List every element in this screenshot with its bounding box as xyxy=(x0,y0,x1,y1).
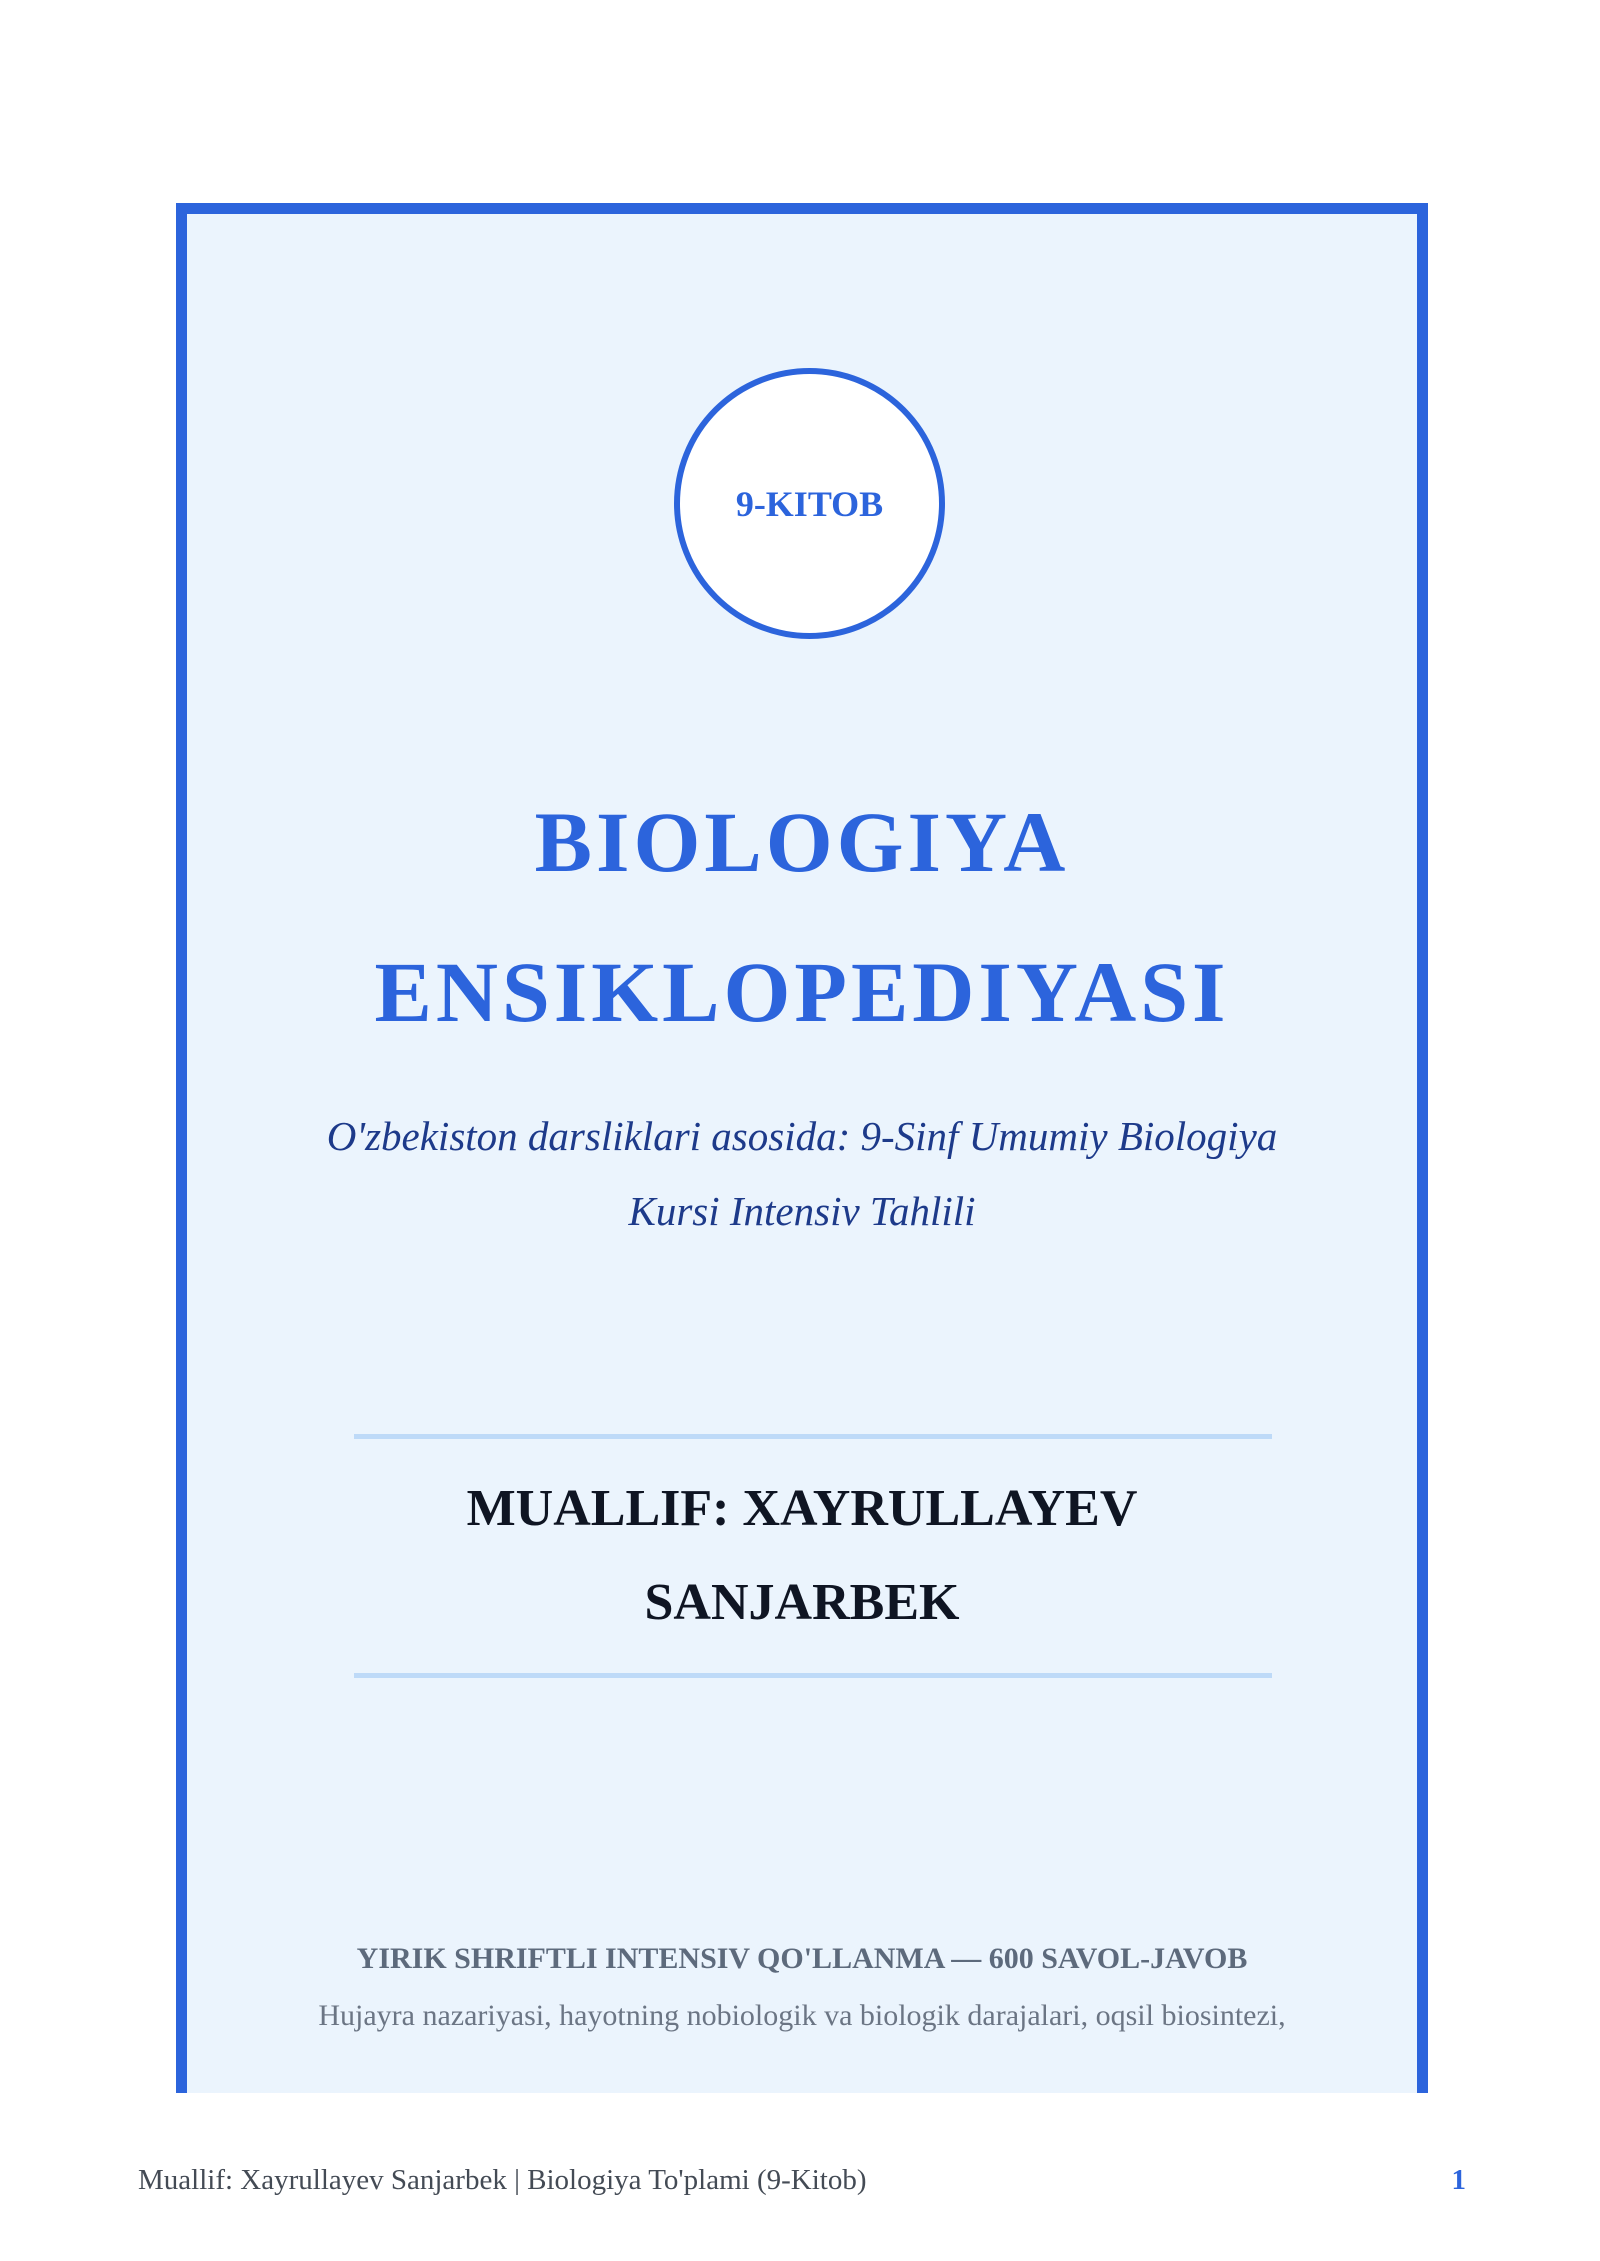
author-line-1: MUALLIF: XAYRULLAYEV xyxy=(466,1480,1138,1537)
author-line-2: SANJARBEK xyxy=(644,1574,960,1631)
subtitle: O'zbekiston darsliklari asosida: 9-Sinf Umumiy Biologiya Kursi Intensiv Tahlili xyxy=(326,1113,1278,1234)
book-number-label: 9-KITOB xyxy=(735,483,884,524)
footer-text: Muallif: Xayrullayev Sanjarbek | Biologiya To'plami (9-Kitob) xyxy=(138,2164,867,2196)
guide-description: Hujayra nazariyasi, hayotning nobiologik va biologik darajalari, oqsil biosintezi, xyxy=(318,1999,1286,2032)
divider-top xyxy=(354,1434,1272,1439)
book-number-badge xyxy=(674,368,945,639)
divider-bottom xyxy=(354,1673,1272,1678)
page-number: 1 xyxy=(1451,2164,1466,2196)
cover-panel xyxy=(176,203,1428,2093)
guide-title: YIRIK SHRIFTLI INTENSIV QO'LLANMA — 600 SAVOL-JAVOB xyxy=(356,1942,1248,1975)
author-block xyxy=(187,1462,1417,1650)
title-line-2: ENSIKLOPEDIYASI xyxy=(374,944,1230,1040)
title-line-1: BIOLOGIYA xyxy=(534,794,1070,890)
